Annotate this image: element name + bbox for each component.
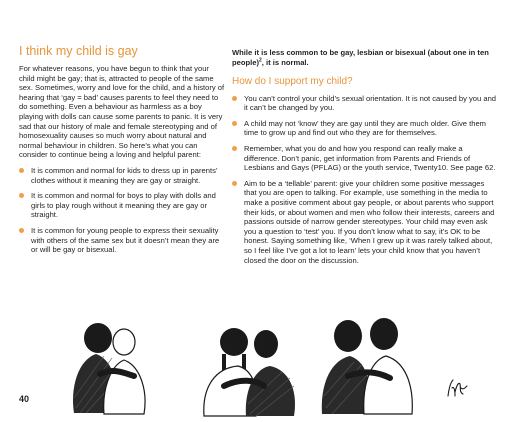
- bullet-text: You can’t control your child’s sexual orientation. It is not caused by you and it can’t be changed by you.: [244, 93, 497, 113]
- bullet-text: Aim to be a ‘tellable’ parent: give your children some positive messages that you are open to talking. For example, use something in the media to make a positive comment about gay people, or about parents who support their kids, or about women and men who follow their interests, careers and passions outside of narrow gender stereotypes. Your child may even ask you a question to ‘test’ you. If you don’t know what to say, it’s OK to be honest. Saying something like, ‘When I grew up it was rarely talked about, so I feel like I’ve got a lot to learn’ lets your child know that you haven’t closed the door on the discussion.: [244, 178, 495, 265]
- list-item: [19, 166, 225, 185]
- list-item: [232, 119, 498, 138]
- bullet-icon: [19, 168, 24, 173]
- bullet-text: It is common and normal for kids to dress up in parents’ clothes without it meaning they are gay or straight.: [31, 165, 218, 185]
- list-item: [232, 94, 498, 113]
- bullet-text: It is common and normal for boys to play with dolls and girls to play rough without it meaning they are gay or straight.: [31, 191, 216, 220]
- list-item: [19, 226, 225, 255]
- bullet-icon: [232, 96, 237, 101]
- hugging-figures-illustration-3: [318, 316, 418, 418]
- left-bullet-list: [19, 166, 225, 255]
- footnote-ref: 2: [259, 57, 262, 64]
- right-bullet-list: [232, 94, 498, 266]
- list-item: [232, 179, 498, 265]
- section-heading-gay-child: I think my child is gay: [19, 44, 138, 58]
- list-item: [19, 191, 225, 220]
- section-heading-support: How do I support my child?: [232, 75, 353, 87]
- page-number: 40: [19, 394, 30, 404]
- bold-statement-part-b: , it is normal.: [261, 57, 309, 67]
- artist-signature: [445, 378, 469, 400]
- bullet-icon: [232, 146, 237, 151]
- left-column: [19, 44, 225, 261]
- list-item: [232, 144, 498, 173]
- intro-paragraph: For whatever reasons, you have begun to think that your child might be gay; that is, attracted to people of the same sex. Sometimes, worry and love for the child, and a history of hearing that ‘gay = bad’ causes parents to feel they need to do something. Even a behaviour as harmless as a boy playing with dolls can cause some parents to panic. It is very sad that our history of male and female stereotyping and of homosexuality causes so much worry about natural and normal behaviour in children. So here’s what you can consider to continue being a loving and helpful parent:: [19, 64, 225, 160]
- bullet-icon: [232, 181, 237, 186]
- hugging-figures-illustration-2: [198, 326, 304, 420]
- bold-statement-part-a: While it is less common to be gay, lesbian or bisexual (about one in ten people): [232, 48, 489, 67]
- bullet-text: It is common for young people to express their sexuality with others of the same sex but it doesn’t mean they are or will be gay or bisexual.: [31, 225, 220, 255]
- bold-statement: [232, 48, 498, 68]
- bullet-text: A child may not ‘know’ they are gay until they are much older. Give them time to grow up and find out who they are for themselves.: [244, 118, 486, 138]
- bullet-icon: [232, 121, 237, 126]
- bullet-icon: [19, 193, 24, 198]
- bullet-text: Remember, what you do and how you respond can really make a difference. Don’t panic, get information from Parents and Friends of Lesbians and Gays (PFLAG) or the youth service, Twenty10. See page 62.: [244, 143, 496, 173]
- right-column: [232, 48, 498, 271]
- bullet-icon: [19, 228, 24, 233]
- hugging-figures-illustration-1: [60, 318, 158, 418]
